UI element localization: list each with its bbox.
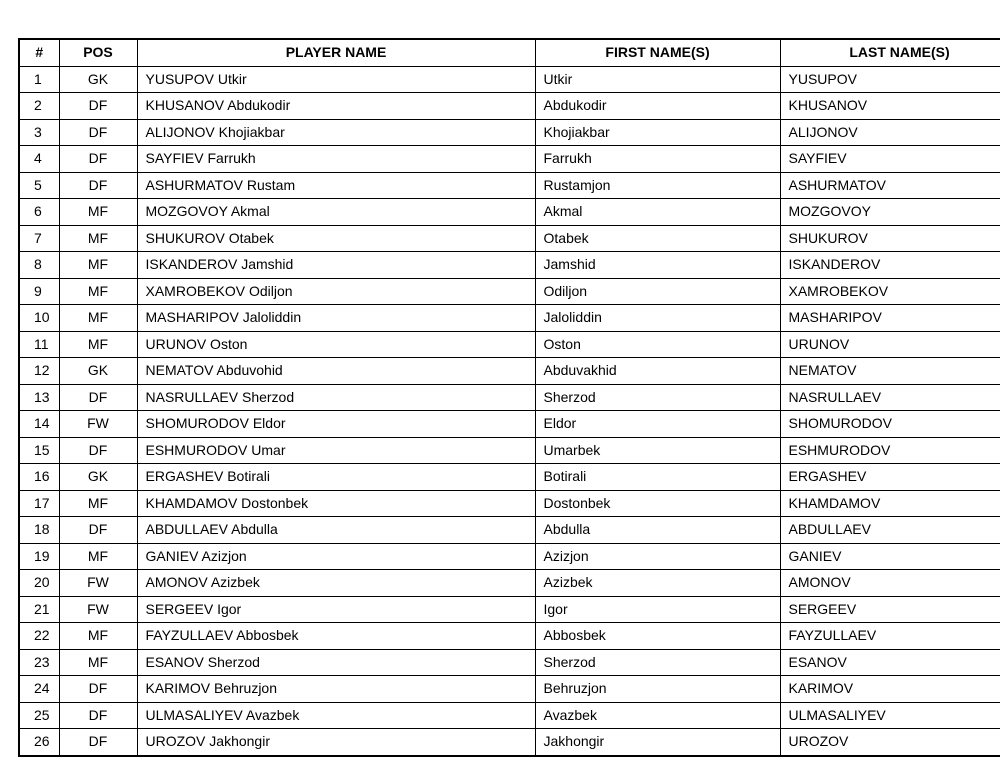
cell-position: MF bbox=[59, 490, 137, 517]
table-row bbox=[19, 729, 1000, 756]
cell-player-name: ESHMURODOV Umar bbox=[137, 437, 535, 464]
cell-position: GK bbox=[59, 358, 137, 385]
cell-number: 17 bbox=[19, 490, 59, 517]
cell-number: 20 bbox=[19, 570, 59, 597]
table-row bbox=[19, 649, 1000, 676]
cell-first-name: Azizbek bbox=[535, 570, 780, 597]
cell-player-name: SHUKUROV Otabek bbox=[137, 225, 535, 252]
table-row bbox=[19, 331, 1000, 358]
cell-player-name: GANIEV Azizjon bbox=[137, 543, 535, 570]
cell-first-name: Akmal bbox=[535, 199, 780, 226]
cell-last-name: MASHARIPOV bbox=[780, 305, 1000, 332]
cell-player-name: MOZGOVOY Akmal bbox=[137, 199, 535, 226]
cell-last-name: ALIJONOV bbox=[780, 119, 1000, 146]
cell-position: MF bbox=[59, 623, 137, 650]
cell-number: 15 bbox=[19, 437, 59, 464]
cell-first-name: Jamshid bbox=[535, 252, 780, 279]
cell-last-name: AMONOV bbox=[780, 570, 1000, 597]
cell-player-name: NASRULLAEV Sherzod bbox=[137, 384, 535, 411]
table-row bbox=[19, 278, 1000, 305]
cell-number: 22 bbox=[19, 623, 59, 650]
cell-player-name: ISKANDEROV Jamshid bbox=[137, 252, 535, 279]
cell-last-name: ERGASHEV bbox=[780, 464, 1000, 491]
header-last-names: LAST NAME(S) bbox=[780, 39, 1000, 66]
cell-first-name: Umarbek bbox=[535, 437, 780, 464]
cell-position: DF bbox=[59, 729, 137, 756]
cell-position: DF bbox=[59, 146, 137, 173]
cell-number: 8 bbox=[19, 252, 59, 279]
table-row bbox=[19, 411, 1000, 438]
cell-number: 1 bbox=[19, 66, 59, 93]
table-row bbox=[19, 384, 1000, 411]
cell-number: 21 bbox=[19, 596, 59, 623]
table-row bbox=[19, 464, 1000, 491]
table-row bbox=[19, 252, 1000, 279]
table-row bbox=[19, 517, 1000, 544]
cell-position: DF bbox=[59, 676, 137, 703]
header-number: # bbox=[19, 39, 59, 66]
cell-first-name: Abduvakhid bbox=[535, 358, 780, 385]
cell-number: 4 bbox=[19, 146, 59, 173]
cell-last-name: ESANOV bbox=[780, 649, 1000, 676]
cell-position: GK bbox=[59, 66, 137, 93]
cell-first-name: Odiljon bbox=[535, 278, 780, 305]
cell-last-name: XAMROBEKOV bbox=[780, 278, 1000, 305]
cell-player-name: ESANOV Sherzod bbox=[137, 649, 535, 676]
cell-first-name: Sherzod bbox=[535, 384, 780, 411]
cell-last-name: KARIMOV bbox=[780, 676, 1000, 703]
cell-last-name: SHOMURODOV bbox=[780, 411, 1000, 438]
cell-player-name: ASHURMATOV Rustam bbox=[137, 172, 535, 199]
cell-number: 14 bbox=[19, 411, 59, 438]
cell-last-name: NEMATOV bbox=[780, 358, 1000, 385]
cell-position: DF bbox=[59, 384, 137, 411]
cell-position: DF bbox=[59, 172, 137, 199]
cell-first-name: Otabek bbox=[535, 225, 780, 252]
cell-player-name: ALIJONOV Khojiakbar bbox=[137, 119, 535, 146]
cell-player-name: ABDULLAEV Abdulla bbox=[137, 517, 535, 544]
cell-player-name: UROZOV Jakhongir bbox=[137, 729, 535, 756]
cell-last-name: FAYZULLAEV bbox=[780, 623, 1000, 650]
header-position: POS bbox=[59, 39, 137, 66]
cell-player-name: KHAMDAMOV Dostonbek bbox=[137, 490, 535, 517]
cell-last-name: SAYFIEV bbox=[780, 146, 1000, 173]
cell-player-name: MASHARIPOV Jaloliddin bbox=[137, 305, 535, 332]
cell-position: DF bbox=[59, 119, 137, 146]
table-row bbox=[19, 623, 1000, 650]
table-row bbox=[19, 305, 1000, 332]
roster-body bbox=[19, 66, 1000, 756]
table-row bbox=[19, 172, 1000, 199]
cell-last-name: KHAMDAMOV bbox=[780, 490, 1000, 517]
cell-position: MF bbox=[59, 649, 137, 676]
cell-number: 23 bbox=[19, 649, 59, 676]
cell-first-name: Dostonbek bbox=[535, 490, 780, 517]
cell-last-name: GANIEV bbox=[780, 543, 1000, 570]
header-player-name: PLAYER NAME bbox=[137, 39, 535, 66]
cell-player-name: ERGASHEV Botirali bbox=[137, 464, 535, 491]
cell-position: DF bbox=[59, 702, 137, 729]
table-row bbox=[19, 93, 1000, 120]
table-row bbox=[19, 199, 1000, 226]
roster-table bbox=[18, 38, 1000, 757]
cell-player-name: KARIMOV Behruzjon bbox=[137, 676, 535, 703]
table-row bbox=[19, 437, 1000, 464]
cell-position: FW bbox=[59, 596, 137, 623]
cell-first-name: Abdukodir bbox=[535, 93, 780, 120]
cell-last-name: KHUSANOV bbox=[780, 93, 1000, 120]
cell-position: MF bbox=[59, 252, 137, 279]
cell-last-name: MOZGOVOY bbox=[780, 199, 1000, 226]
cell-first-name: Abbosbek bbox=[535, 623, 780, 650]
cell-last-name: NASRULLAEV bbox=[780, 384, 1000, 411]
cell-player-name: NEMATOV Abduvohid bbox=[137, 358, 535, 385]
cell-player-name: URUNOV Oston bbox=[137, 331, 535, 358]
cell-first-name: Oston bbox=[535, 331, 780, 358]
cell-last-name: ULMASALIYEV bbox=[780, 702, 1000, 729]
table-row bbox=[19, 146, 1000, 173]
cell-last-name: SERGEEV bbox=[780, 596, 1000, 623]
cell-first-name: Behruzjon bbox=[535, 676, 780, 703]
roster-sheet bbox=[18, 38, 1000, 757]
cell-player-name: SHOMURODOV Eldor bbox=[137, 411, 535, 438]
cell-last-name: URUNOV bbox=[780, 331, 1000, 358]
table-row bbox=[19, 676, 1000, 703]
table-row bbox=[19, 596, 1000, 623]
cell-number: 16 bbox=[19, 464, 59, 491]
cell-position: MF bbox=[59, 278, 137, 305]
cell-first-name: Khojiakbar bbox=[535, 119, 780, 146]
cell-first-name: Rustamjon bbox=[535, 172, 780, 199]
cell-last-name: ESHMURODOV bbox=[780, 437, 1000, 464]
cell-position: MF bbox=[59, 543, 137, 570]
cell-last-name: ISKANDEROV bbox=[780, 252, 1000, 279]
table-row bbox=[19, 543, 1000, 570]
cell-number: 13 bbox=[19, 384, 59, 411]
cell-first-name: Botirali bbox=[535, 464, 780, 491]
table-row bbox=[19, 225, 1000, 252]
cell-number: 10 bbox=[19, 305, 59, 332]
cell-number: 19 bbox=[19, 543, 59, 570]
cell-first-name: Avazbek bbox=[535, 702, 780, 729]
cell-number: 26 bbox=[19, 729, 59, 756]
cell-first-name: Sherzod bbox=[535, 649, 780, 676]
cell-position: DF bbox=[59, 437, 137, 464]
cell-number: 12 bbox=[19, 358, 59, 385]
table-row bbox=[19, 66, 1000, 93]
cell-position: DF bbox=[59, 93, 137, 120]
cell-first-name: Utkir bbox=[535, 66, 780, 93]
cell-first-name: Jakhongir bbox=[535, 729, 780, 756]
table-row bbox=[19, 570, 1000, 597]
cell-last-name: ASHURMATOV bbox=[780, 172, 1000, 199]
cell-position: FW bbox=[59, 570, 137, 597]
cell-position: MF bbox=[59, 199, 137, 226]
cell-first-name: Igor bbox=[535, 596, 780, 623]
cell-player-name: SAYFIEV Farrukh bbox=[137, 146, 535, 173]
header-row bbox=[19, 39, 1000, 66]
cell-player-name: AMONOV Azizbek bbox=[137, 570, 535, 597]
cell-last-name: UROZOV bbox=[780, 729, 1000, 756]
cell-position: MF bbox=[59, 305, 137, 332]
cell-last-name: YUSUPOV bbox=[780, 66, 1000, 93]
cell-player-name: KHUSANOV Abdukodir bbox=[137, 93, 535, 120]
cell-number: 24 bbox=[19, 676, 59, 703]
cell-position: MF bbox=[59, 331, 137, 358]
cell-number: 3 bbox=[19, 119, 59, 146]
cell-first-name: Eldor bbox=[535, 411, 780, 438]
cell-last-name: ABDULLAEV bbox=[780, 517, 1000, 544]
cell-player-name: ULMASALIYEV Avazbek bbox=[137, 702, 535, 729]
cell-player-name: YUSUPOV Utkir bbox=[137, 66, 535, 93]
cell-first-name: Azizjon bbox=[535, 543, 780, 570]
cell-number: 5 bbox=[19, 172, 59, 199]
table-row bbox=[19, 358, 1000, 385]
cell-player-name: SERGEEV Igor bbox=[137, 596, 535, 623]
cell-first-name: Jaloliddin bbox=[535, 305, 780, 332]
cell-number: 9 bbox=[19, 278, 59, 305]
cell-number: 2 bbox=[19, 93, 59, 120]
cell-number: 6 bbox=[19, 199, 59, 226]
cell-number: 11 bbox=[19, 331, 59, 358]
cell-last-name: SHUKUROV bbox=[780, 225, 1000, 252]
header-first-names: FIRST NAME(S) bbox=[535, 39, 780, 66]
cell-position: MF bbox=[59, 225, 137, 252]
cell-number: 25 bbox=[19, 702, 59, 729]
table-row bbox=[19, 702, 1000, 729]
table-row bbox=[19, 490, 1000, 517]
cell-position: DF bbox=[59, 517, 137, 544]
cell-first-name: Farrukh bbox=[535, 146, 780, 173]
cell-number: 18 bbox=[19, 517, 59, 544]
cell-position: FW bbox=[59, 411, 137, 438]
cell-number: 7 bbox=[19, 225, 59, 252]
table-row bbox=[19, 119, 1000, 146]
cell-position: GK bbox=[59, 464, 137, 491]
cell-first-name: Abdulla bbox=[535, 517, 780, 544]
cell-player-name: XAMROBEKOV Odiljon bbox=[137, 278, 535, 305]
cell-player-name: FAYZULLAEV Abbosbek bbox=[137, 623, 535, 650]
